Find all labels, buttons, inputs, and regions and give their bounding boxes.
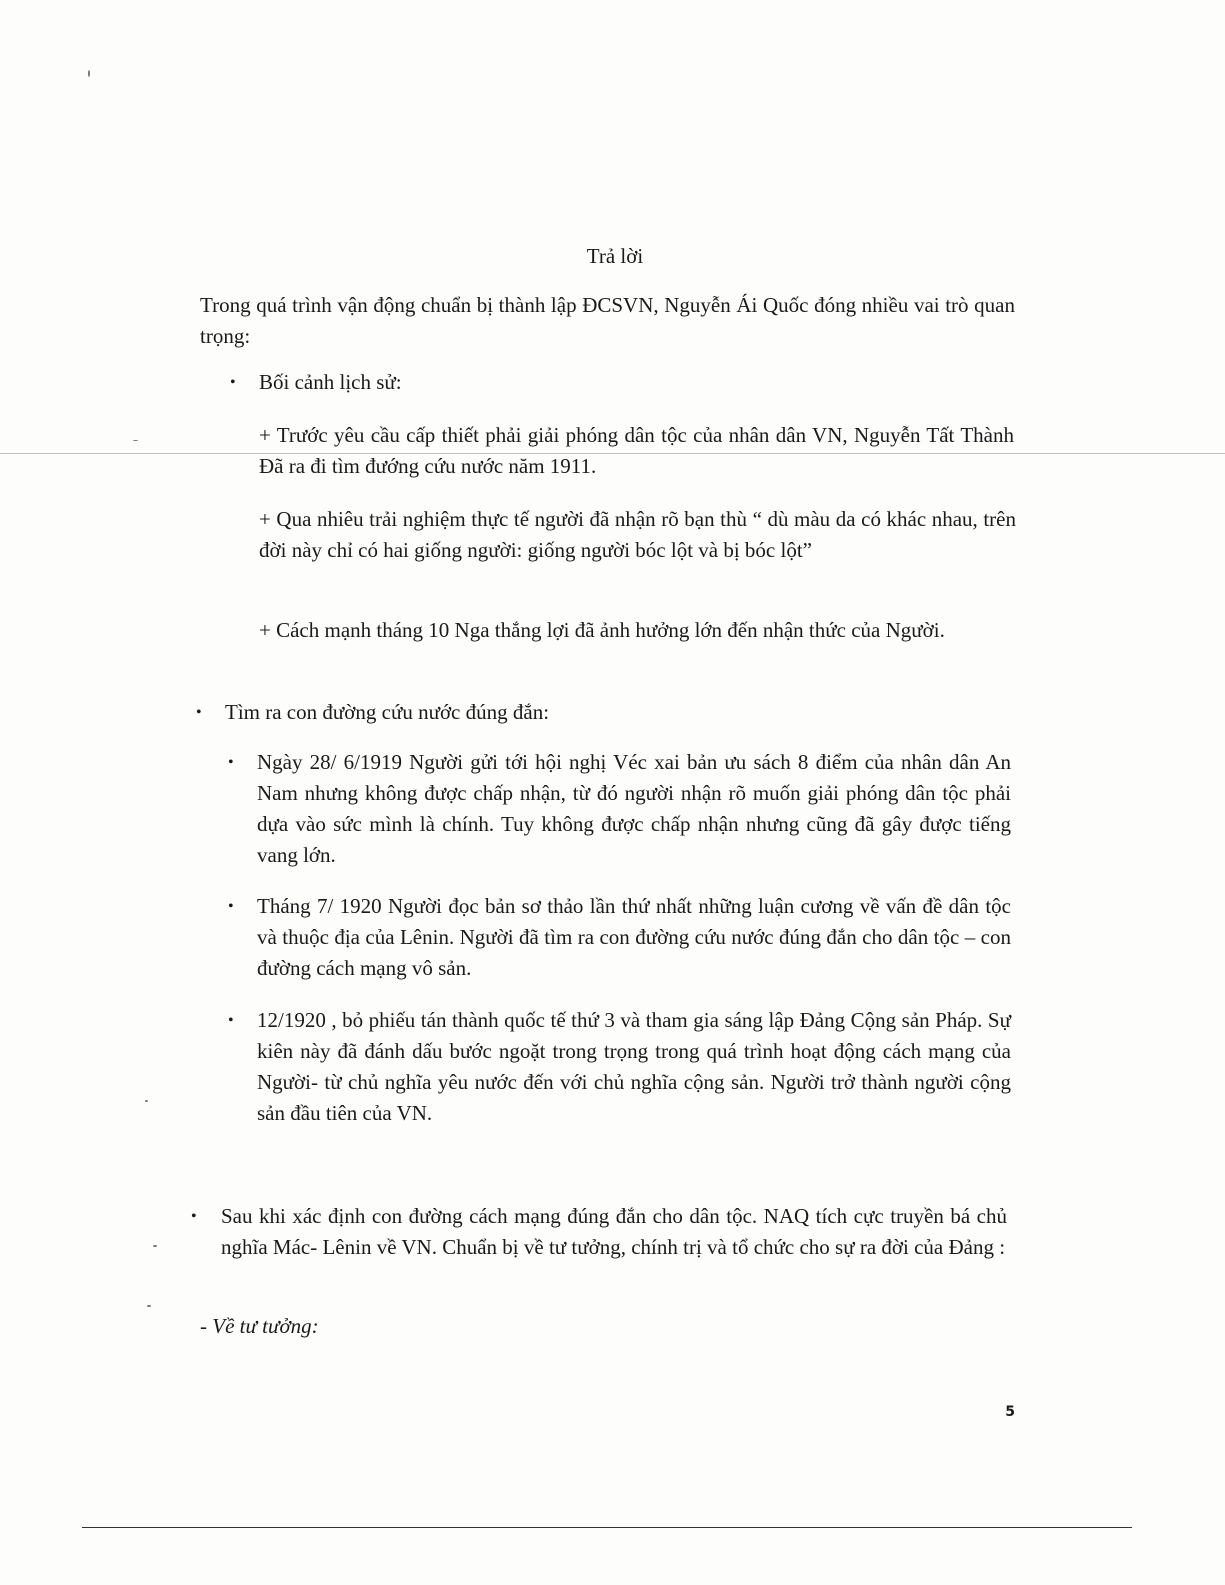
bullet-icon: •	[228, 1012, 234, 1029]
bullet-icon: •	[191, 1208, 197, 1225]
footer-divider	[82, 1527, 1132, 1528]
section1-item-2: + Qua nhiêu trải nghiệm thực tế người đã nhận rõ bạn thù “ dù màu da có khác nhau, trên đời này chỉ có hai giống người: giống người bóc lột và bị bóc lột”	[259, 507, 1016, 562]
scan-speck	[133, 440, 138, 441]
bullet-icon: •	[228, 754, 234, 771]
bullet-icon: •	[228, 898, 234, 915]
page-number: 5	[1005, 1404, 1015, 1420]
section2-title: Tìm ra con đường cứu nước đúng đắn:	[225, 700, 550, 724]
section1-item-3: + Cách mạnh tháng 10 Nga thắng lợi đã ảnh hưởng lớn đến nhận thức của Người.	[259, 618, 945, 642]
scan-speck	[153, 1245, 157, 1247]
section1-item-1: + Trước yêu cầu cấp thiết phải giải phóng dân tộc của nhân dân VN, Nguyễn Tất Thành Đã ra đi tìm đướng cứu nước năm 1911.	[259, 423, 1014, 478]
scan-speck	[88, 70, 90, 77]
scan-speck	[145, 1100, 148, 1102]
section2-item-3: 12/1920 , bỏ phiếu tán thành quốc tế thứ 3 và tham gia sáng lập Đảng Cộng sản Pháp. Sự kiên này đã đánh dấu bước ngoặt trong trọng trong quá trình hoạt động cách mạng của Người- từ chủ nghĩa yêu nước đến với chủ nghĩa cộng sản. Người trở thành người cộng sản đầu tiên của VN.	[257, 1008, 1011, 1125]
section2-item-2: Tháng 7/ 1920 Người đọc bản sơ thảo lần thứ nhất những luận cương về vấn đề dân tộc và thuộc địa của Lênin. Người đã tìm ra con đường cứu nước đúng đắn cho dân tộc – con đường cách mạng vô sản.	[257, 894, 1011, 980]
section2-item-1: Ngày 28/ 6/1919 Người gửi tới hội nghị Véc xai bản ưu sách 8 điểm của nhân dân An Nam nhưng không được chấp nhận, từ đó người nhận rõ muốn giải phóng dân tộc phải dựa vào sức mình là chính. Tuy không được chấp nhận nhưng cũng đã gây được tiếng vang lớn.	[257, 750, 1011, 867]
page-heading: Trả lời	[586, 244, 644, 268]
bullet-icon: •	[230, 374, 236, 391]
intro-paragraph: Trong quá trình vận động chuẩn bị thành lập ĐCSVN, Nguyễn Ái Quốc đóng nhiều vai trò quan trọng:	[200, 293, 1015, 348]
bullet-icon: •	[196, 704, 202, 721]
scan-speck	[147, 1305, 151, 1307]
section3-paragraph: Sau khi xác định con đường cách mạng đúng đắn cho dân tộc. NAQ tích cực truyền bá chủ nghĩa Mác- Lênin về VN. Chuẩn bị về tư tưởng, chính trị và tổ chức cho sự ra đời của Đảng :	[221, 1204, 1007, 1259]
section1-title: Bối cảnh lịch sử:	[259, 370, 402, 394]
subheading-ve-tu-tuong: - Về tư tưởng:	[200, 1314, 319, 1338]
